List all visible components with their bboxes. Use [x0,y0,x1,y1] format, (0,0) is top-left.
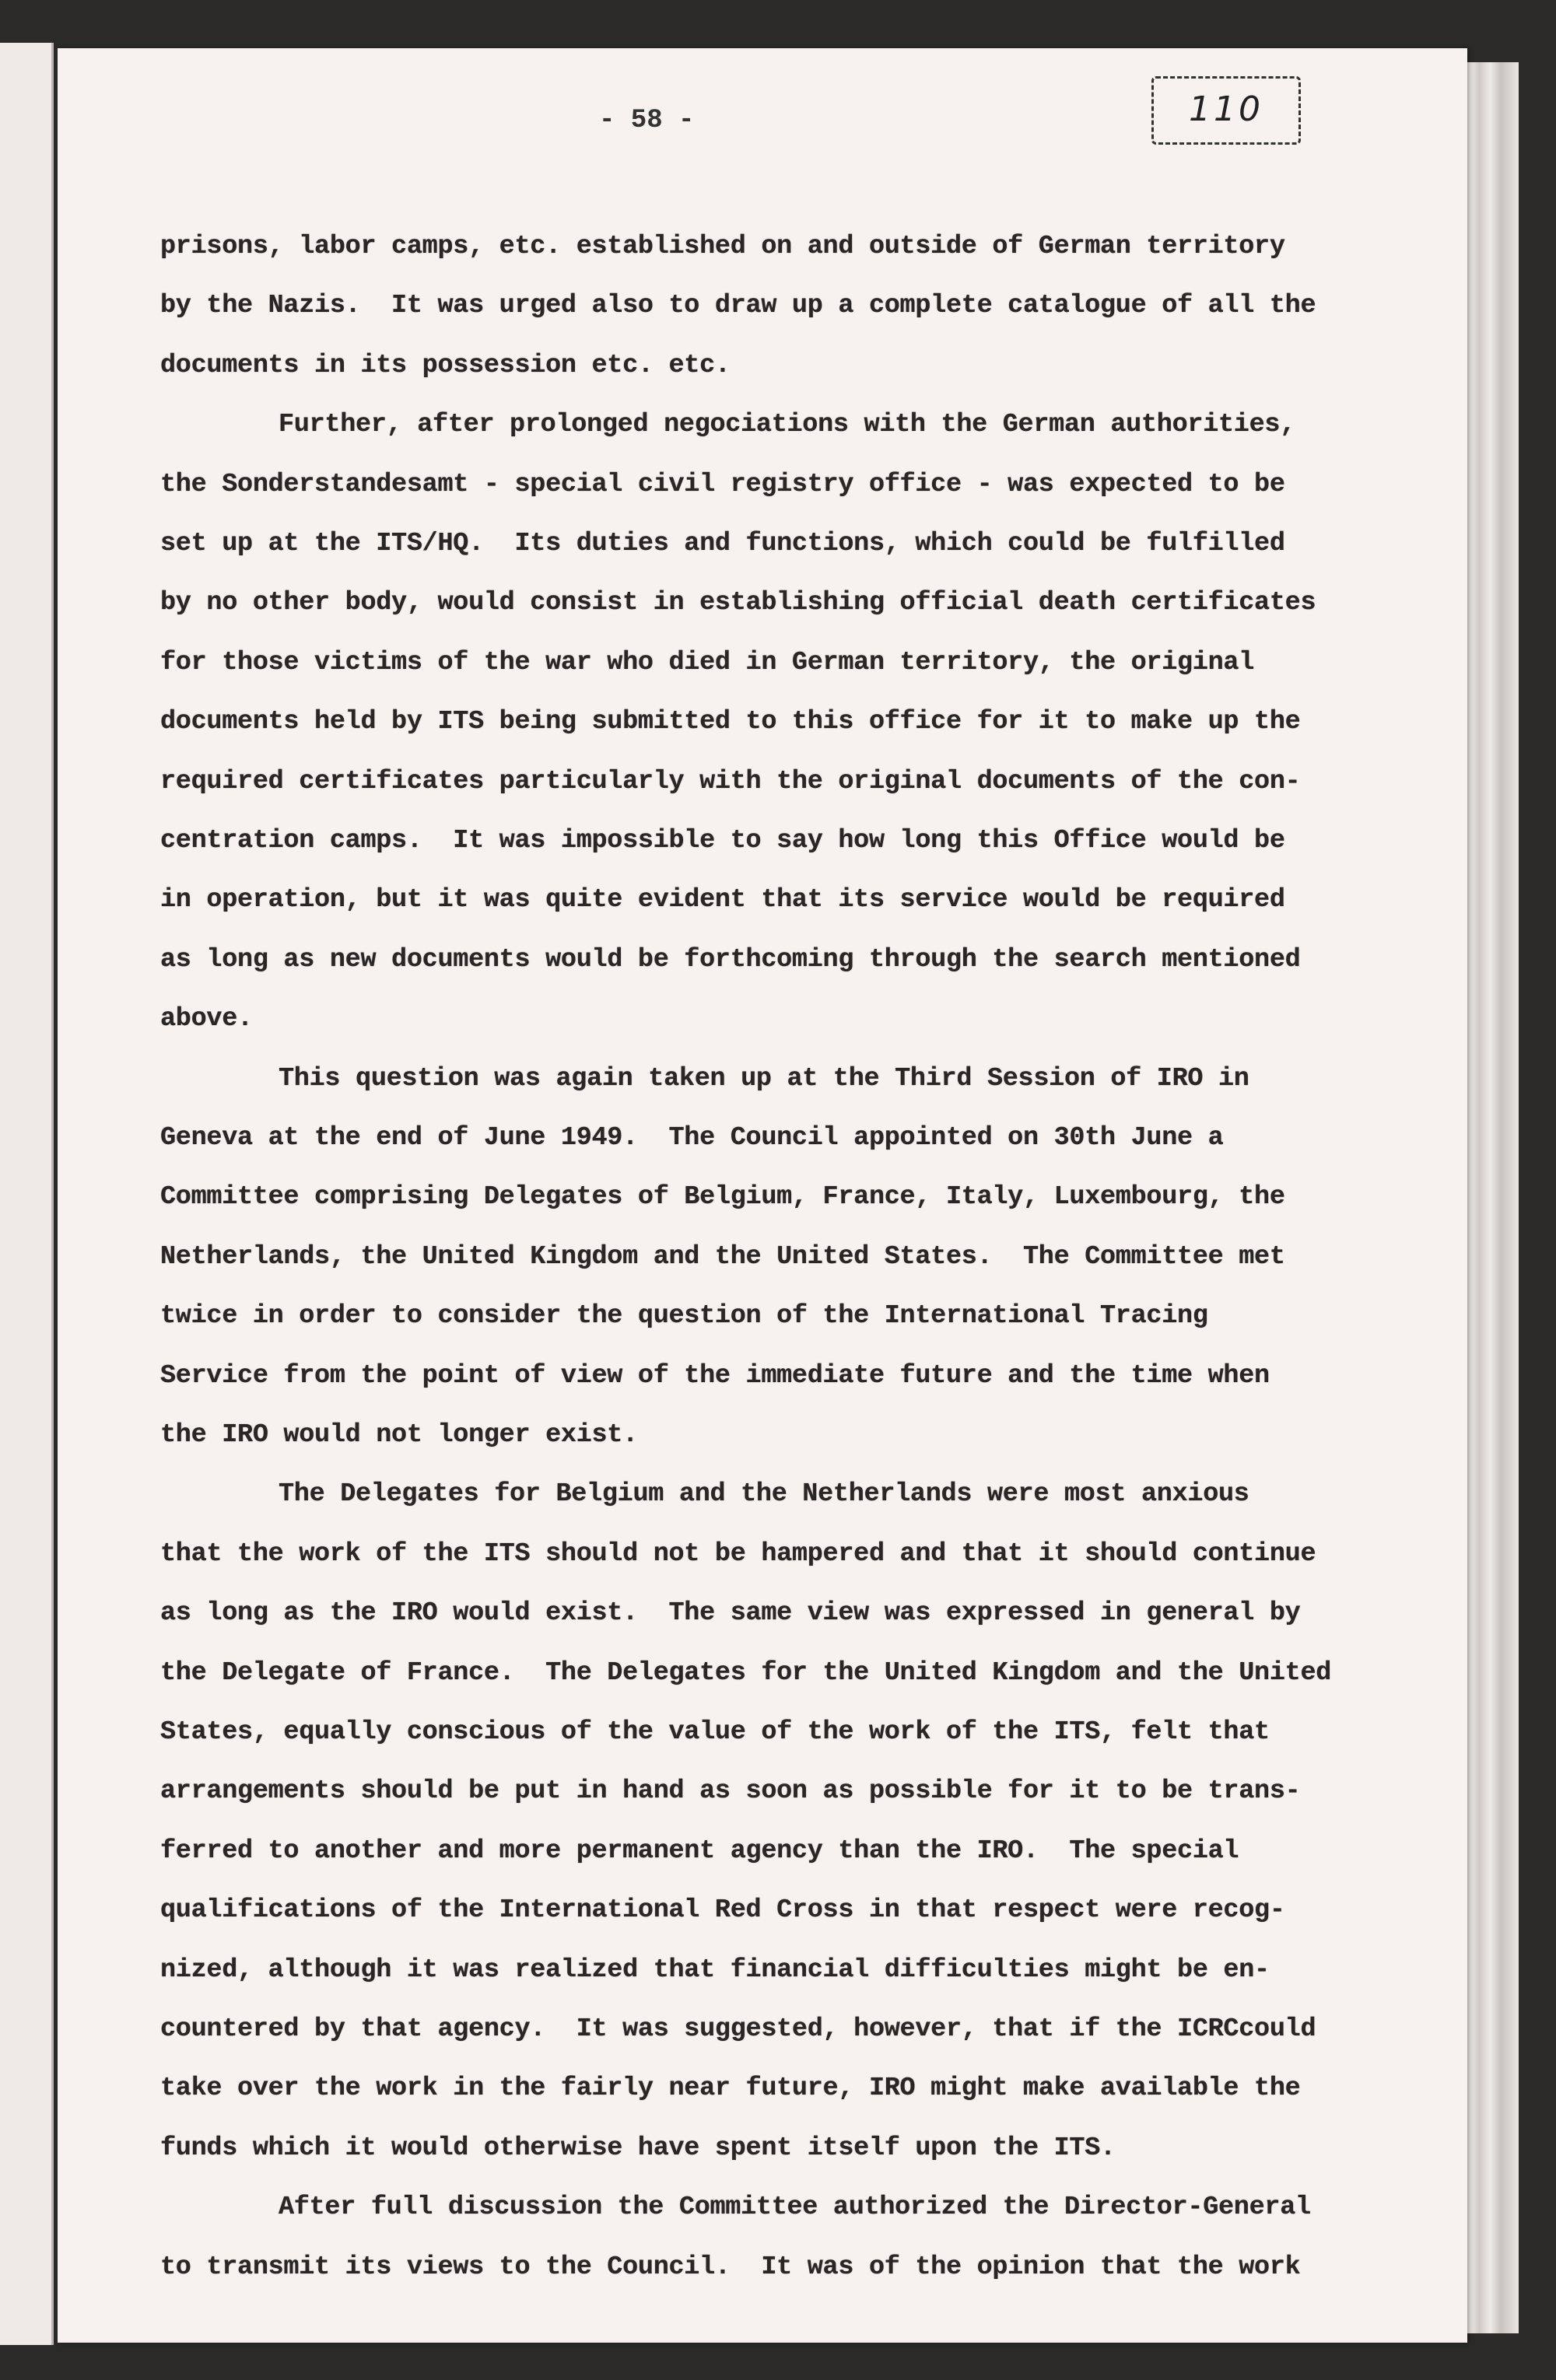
text-line: Committee comprising Delegates of Belgium, France, Italy, Luxembourg, the [160,1182,1285,1213]
stamp-number: 110 [1189,89,1263,129]
text-line: qualifications of the International Red Cross in that respect were recog- [160,1895,1285,1926]
text-line: set up at the ITS/HQ. Its duties and functions, which could be fulfilled [160,529,1285,558]
text-line: documents held by ITS being submitted to this office for it to make up the [160,707,1301,737]
text-line: ferred to another and more permanent agency than the IRO. The special [160,1836,1239,1866]
text-line: States, equally conscious of the value of the work of the ITS, felt that [160,1717,1270,1747]
text-line: countered by that agency. It was suggested, however, that if the ICRCcould [160,2014,1316,2044]
text-line: the Sonderstandesamt - special civil registry office - was expected to be [160,469,1285,499]
archive-stamp [1151,76,1301,145]
text-line: nized, although it was realized that financial difficulties might be en- [160,1955,1270,1985]
text-line: After full discussion the Committee authorized the Director-General [279,2193,1311,2223]
text-line: required certificates particularly with the original documents of the con- [160,766,1301,796]
text-line: funds which it would otherwise have spent itself upon the ITS. [160,2133,1116,2163]
text-line: in operation, but it was quite evident that its service would be required [160,885,1285,915]
text-line: Service from the point of view of the immediate future and the time when [160,1360,1270,1391]
text-line: the IRO would not longer exist. [160,1420,638,1450]
text-line: Geneva at the end of June 1949. The Council appointed on 30th June a [160,1123,1224,1153]
page-number: - 58 - [599,106,695,135]
text-line: documents in its possession etc. etc. [160,350,731,380]
adjacent-page-edge [0,43,54,2345]
text-line: that the work of the ITS should not be hampered and that it should continue [160,1538,1316,1569]
text-line: centration camps. It was impossible to say how long this Office would be [160,826,1285,856]
text-line: above. [160,1004,253,1034]
text-line: for those victims of the war who died in German territory, the original [160,647,1255,677]
text-line: This question was again taken up at the Third Session of IRO in [279,1063,1249,1094]
text-line: the Delegate of France. The Delegates for the United Kingdom and the United [160,1657,1332,1688]
text-line: to transmit its views to the Council. It was of the opinion that the work [160,2252,1301,2282]
text-line: as long as new documents would be forthcoming through the search mentioned [160,944,1301,975]
text-line: The Delegates for Belgium and the Netherlands were most anxious [279,1479,1249,1510]
text-line: Further, after prolonged negociations with the German authorities, [279,410,1296,440]
text-line: twice in order to consider the question of the International Tracing [160,1301,1208,1332]
text-line: Netherlands, the United Kingdom and the United States. The Committee met [160,1241,1285,1272]
text-line: prisons, labor camps, etc. established on and outside of German territory [160,232,1285,261]
text-line: take over the work in the fairly near future, IRO might make available the [160,2074,1301,2104]
text-line: as long as the IRO would exist. The same view was expressed in general by [160,1598,1301,1629]
text-line: by no other body, would consist in establishing official death certificates [160,588,1316,618]
text-line: arrangements should be put in hand as soon as possible for it to be trans- [160,1776,1301,1807]
text-line: by the Nazis. It was urged also to draw up a complete catalogue of all the [160,291,1316,321]
